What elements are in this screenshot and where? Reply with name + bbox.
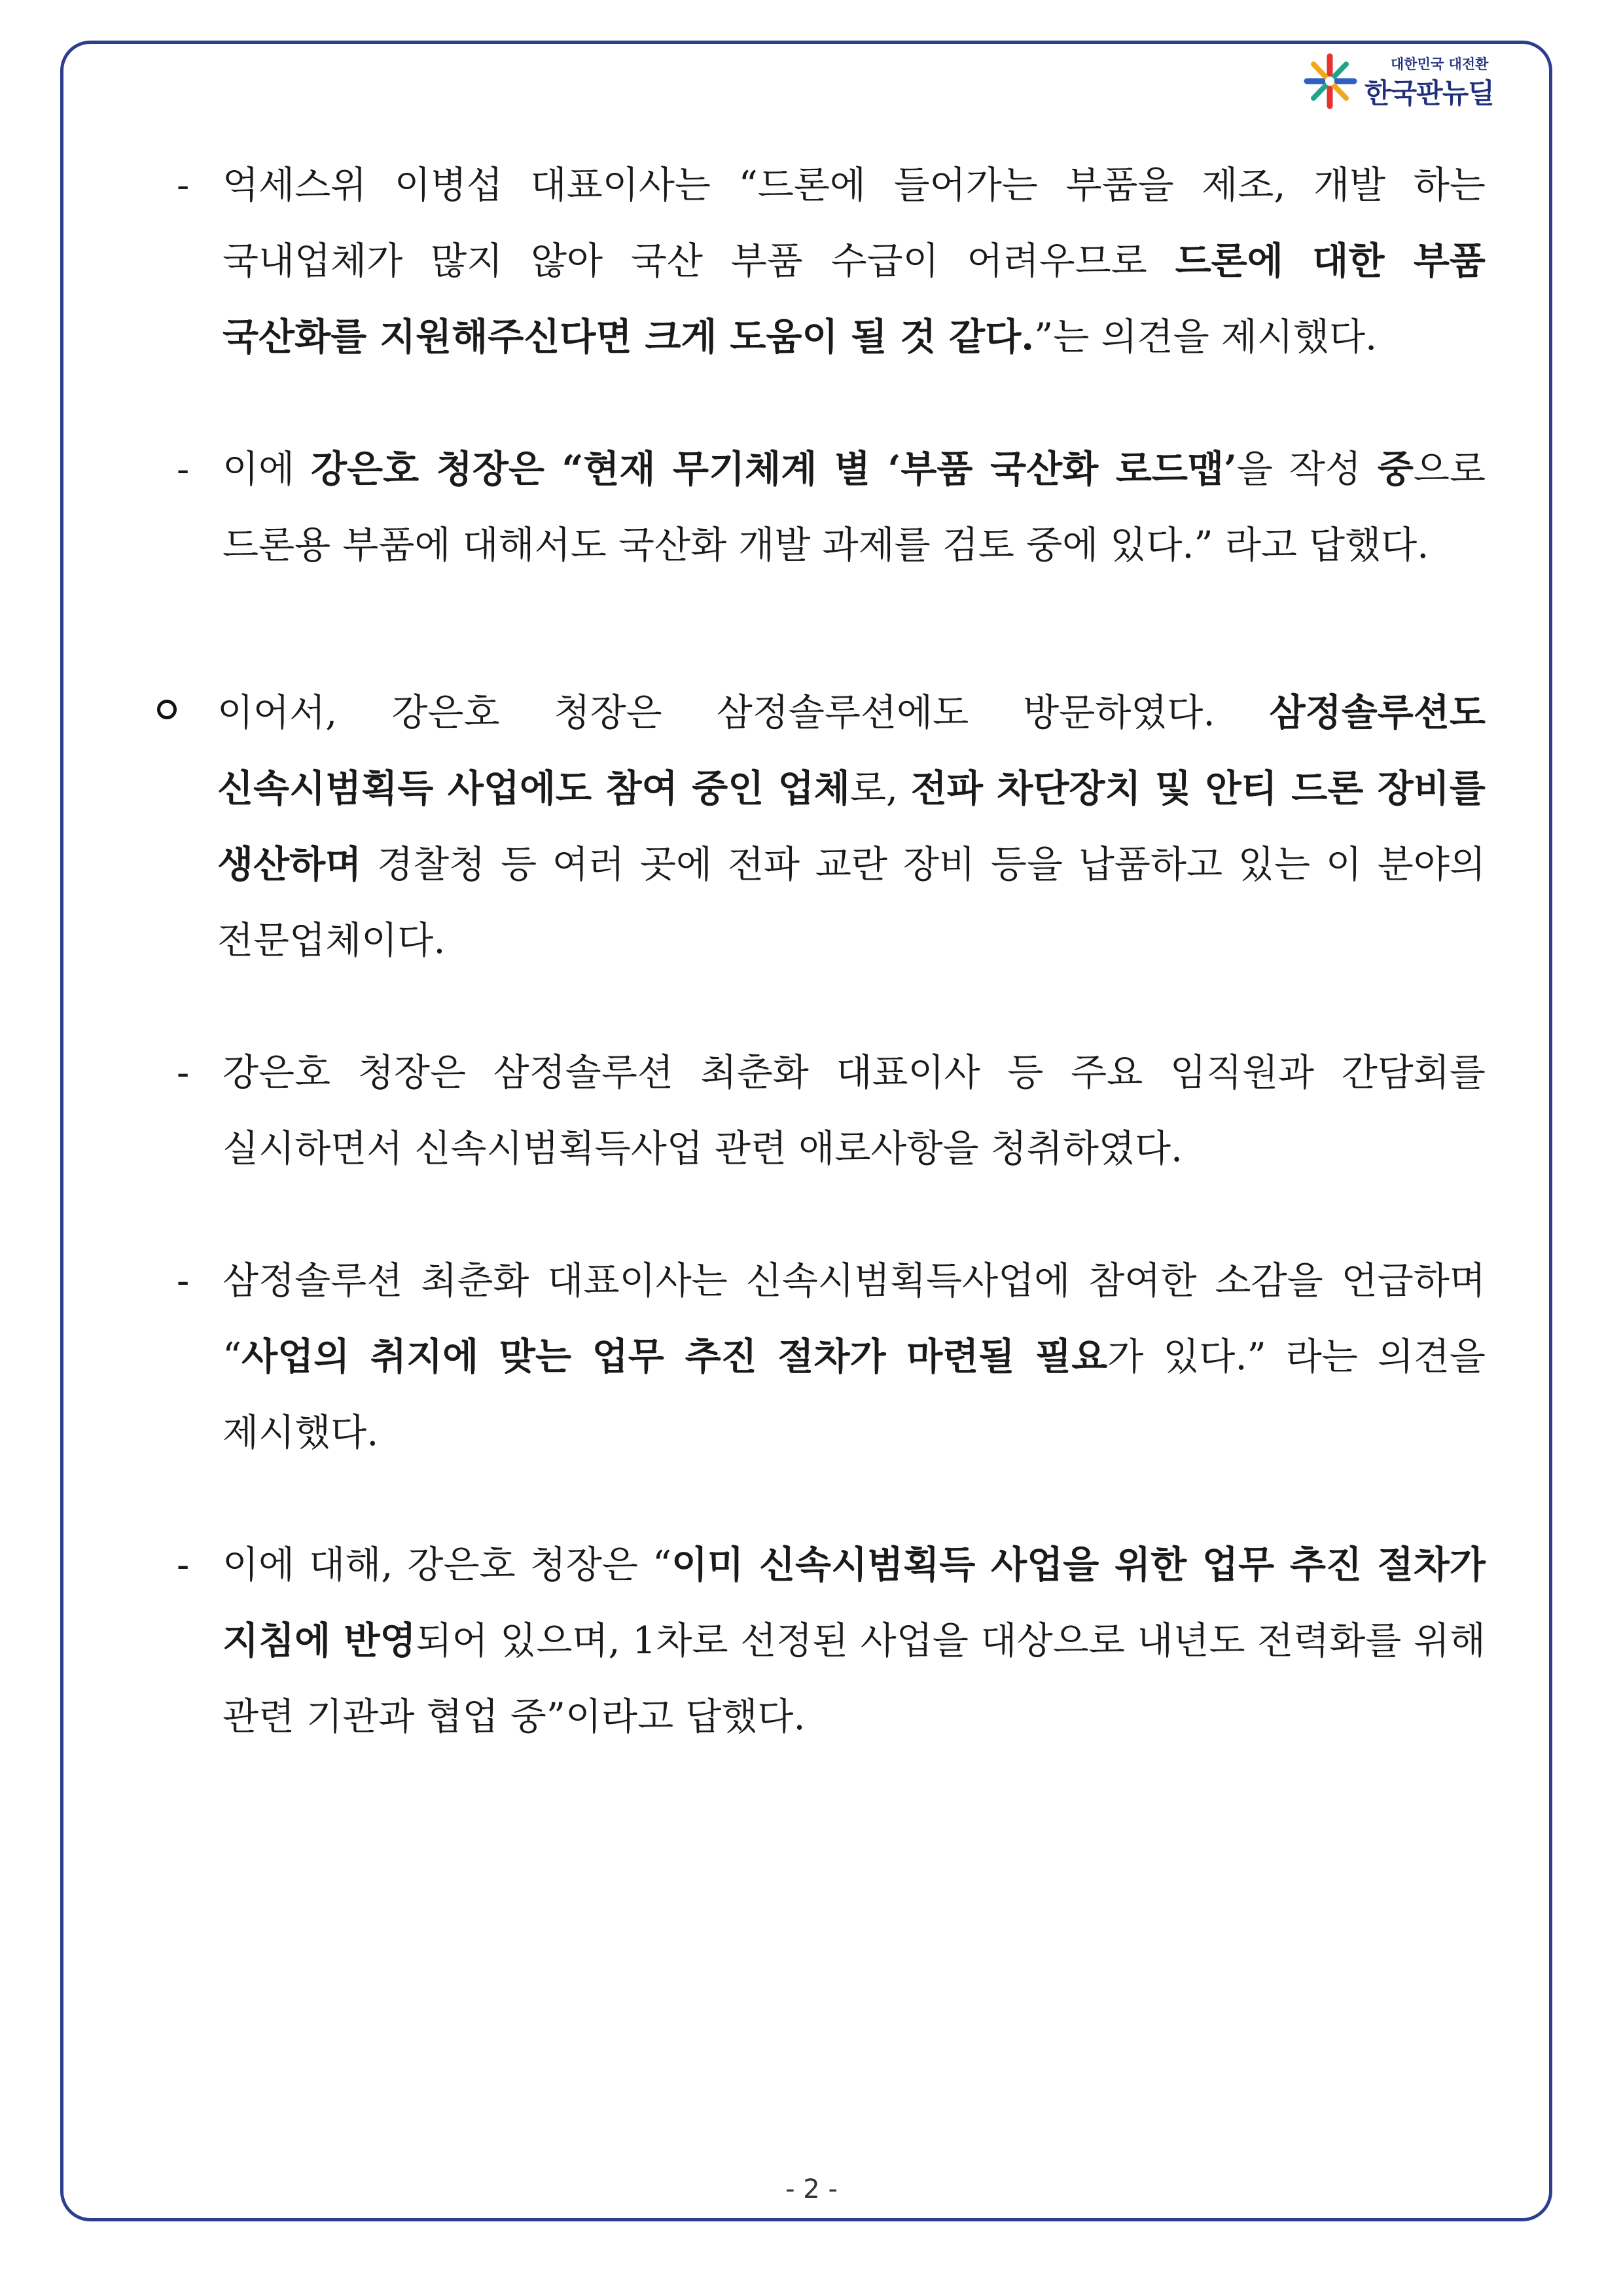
paragraph-4 <box>157 1035 1486 1187</box>
page-number: - 2 - <box>785 2174 838 2204</box>
paragraph-text: 삼정솔루션 최춘화 대표이사는 신속시범획득사업에 참여한 소감을 언급하며 “사업의 취지에 맞는 업무 추진 절차가 마련될 필요가 있다.” 라는 의견을 제시했다. <box>223 1259 1486 1454</box>
dash-marker: - <box>177 448 190 491</box>
paragraph-text: 이에 대해, 강은호 청장은 “이미 신속시범획득 사업을 위한 업무 추진 절차가 지침에 반영되어 있으며, 1차로 선정된 사업을 대상으로 내년도 전력화를 위해 관련 기관과 협업 중”이라고 답했다. <box>223 1543 1486 1738</box>
paragraph-text: 이에 강은호 청장은 “현재 무기체계 별 ‘부품 국산화 로드맵’을 작성 중으로 드론용 부품에 대해서도 국산화 개발 과제를 검토 중에 있다.” 라고 답했다. <box>223 447 1486 567</box>
paragraph-text: 강은호 청장은 삼정솔루션 최춘화 대표이사 등 주요 임직원과 간담회를 실시하면서 신속시범획득사업 관련 애로사항을 청취하였다. <box>223 1051 1486 1170</box>
circle-bullet-icon <box>157 700 177 719</box>
paragraph-5 <box>157 1243 1486 1471</box>
paragraph-3 <box>157 675 1486 978</box>
logo-name: 한국판뉴딜 <box>1364 77 1494 109</box>
paragraph-text: 이어서, 강은호 청장은 삼정솔루션에도 방문하였다. 삼정솔루션도 신속시범획득 사업에도 참여 중인 업체로, 전파 차단장치 및 안티 드론 장비를 생산하며 경찰청 등 여러 곳에 전파 교란 장비 등을 납품하고 있는 이 분야의 전문업체이다. <box>217 691 1486 962</box>
paragraph-2 <box>157 431 1486 583</box>
paragraph-text: 억세스위 이병섭 대표이사는 “드론에 들어가는 부품을 제조, 개발 하는 국내업체가 많지 않아 국산 부품 수급이 어려우므로 드론에 대한 부품 국산화를 지원해주신다면 크게 도움이 될 것 같다.”는 의견을 제시했다. <box>223 164 1486 359</box>
document-body <box>157 147 1486 1755</box>
new-deal-star-icon <box>1299 51 1361 111</box>
paragraph-1 <box>157 147 1486 375</box>
dash-marker: - <box>177 1051 190 1094</box>
paragraph-6 <box>157 1527 1486 1755</box>
dash-marker: - <box>177 1259 190 1302</box>
korean-new-deal-logo <box>1299 51 1515 111</box>
logo-tagline: 대한민국 대전환 <box>1391 56 1489 72</box>
dash-marker: - <box>177 164 190 207</box>
dash-marker: - <box>177 1543 190 1587</box>
